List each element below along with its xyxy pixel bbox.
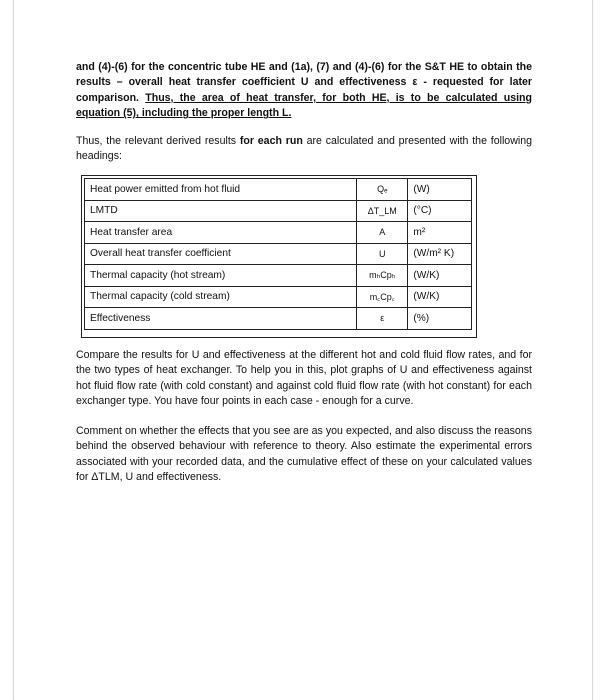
- headings-text-bold: for each run: [239, 135, 303, 147]
- headings-text-start: Thus, the relevant derived results: [76, 135, 240, 147]
- row-unit: (°C): [408, 200, 472, 222]
- row-name: Overall heat transfer coefficient: [85, 243, 357, 265]
- table-row: [85, 222, 472, 244]
- row-name: LMTD: [85, 200, 357, 222]
- row-symbol: A: [357, 222, 408, 244]
- row-name: Heat power emitted from hot fluid: [85, 179, 357, 201]
- results-table: [84, 178, 472, 330]
- comment-paragraph: Comment on whether the effects that you see are as you expected, and also discuss the reasons behind the observed behaviour with reference to theory. Also estimate the experimental errors associated with your recorded data, and the cumulative effect of these on your calculated values for ΔTLM, U and effectiveness.: [76, 425, 532, 484]
- intro-underlined-text: Thus, the area of heat transfer, for both HE, is to be calculated using equation (5), including the proper length L.: [76, 91, 532, 120]
- table-row: [85, 308, 472, 330]
- headings-paragraph: [76, 134, 532, 165]
- table-row: [85, 265, 472, 287]
- intro-paragraph: [76, 60, 532, 122]
- headings-text-end: are calculated and presented with the following headings:: [76, 135, 532, 163]
- intro-text: and (4)-(6) for the concentric tube HE and (1a), (7) and (4)-(6) for the S&T HE to obtain the results – overall heat transfer coefficient U and effectiveness ε - requested for later comparison.: [76, 61, 532, 104]
- row-name: Thermal capacity (cold stream): [85, 286, 357, 308]
- row-unit: (W/m² K): [408, 243, 472, 265]
- row-name: Heat transfer area: [85, 222, 357, 244]
- table-row: [85, 286, 472, 308]
- row-symbol: m꜀Cp꜀: [357, 286, 408, 308]
- row-name: Thermal capacity (hot stream): [85, 265, 357, 287]
- row-symbol: U: [357, 243, 408, 265]
- row-symbol: mₕCpₕ: [357, 265, 408, 287]
- table-row: [85, 243, 472, 265]
- row-unit: (%): [408, 308, 472, 330]
- row-unit: (W/K): [408, 265, 472, 287]
- row-symbol: ΔT_LM: [357, 200, 408, 222]
- row-unit: (W/K): [408, 286, 472, 308]
- table-row: [85, 179, 472, 201]
- row-symbol: ε: [357, 308, 408, 330]
- row-unit: (W): [408, 179, 472, 201]
- row-unit: m²: [408, 222, 472, 244]
- row-name: Effectiveness: [85, 308, 357, 330]
- row-symbol: Qₑ: [357, 179, 408, 201]
- compare-paragraph: Compare the results for U and effectiveness at the different hot and cold fluid flow rates, and for the two types of heat exchanger. To help you in this, plot graphs of U and effectiveness against hot fluid flow rate (with cold constant) and against cold fluid flow rate (with hot constant) for each exchanger type. You have four points in each case - enough for a curve.: [76, 349, 532, 408]
- table-row: [85, 200, 472, 222]
